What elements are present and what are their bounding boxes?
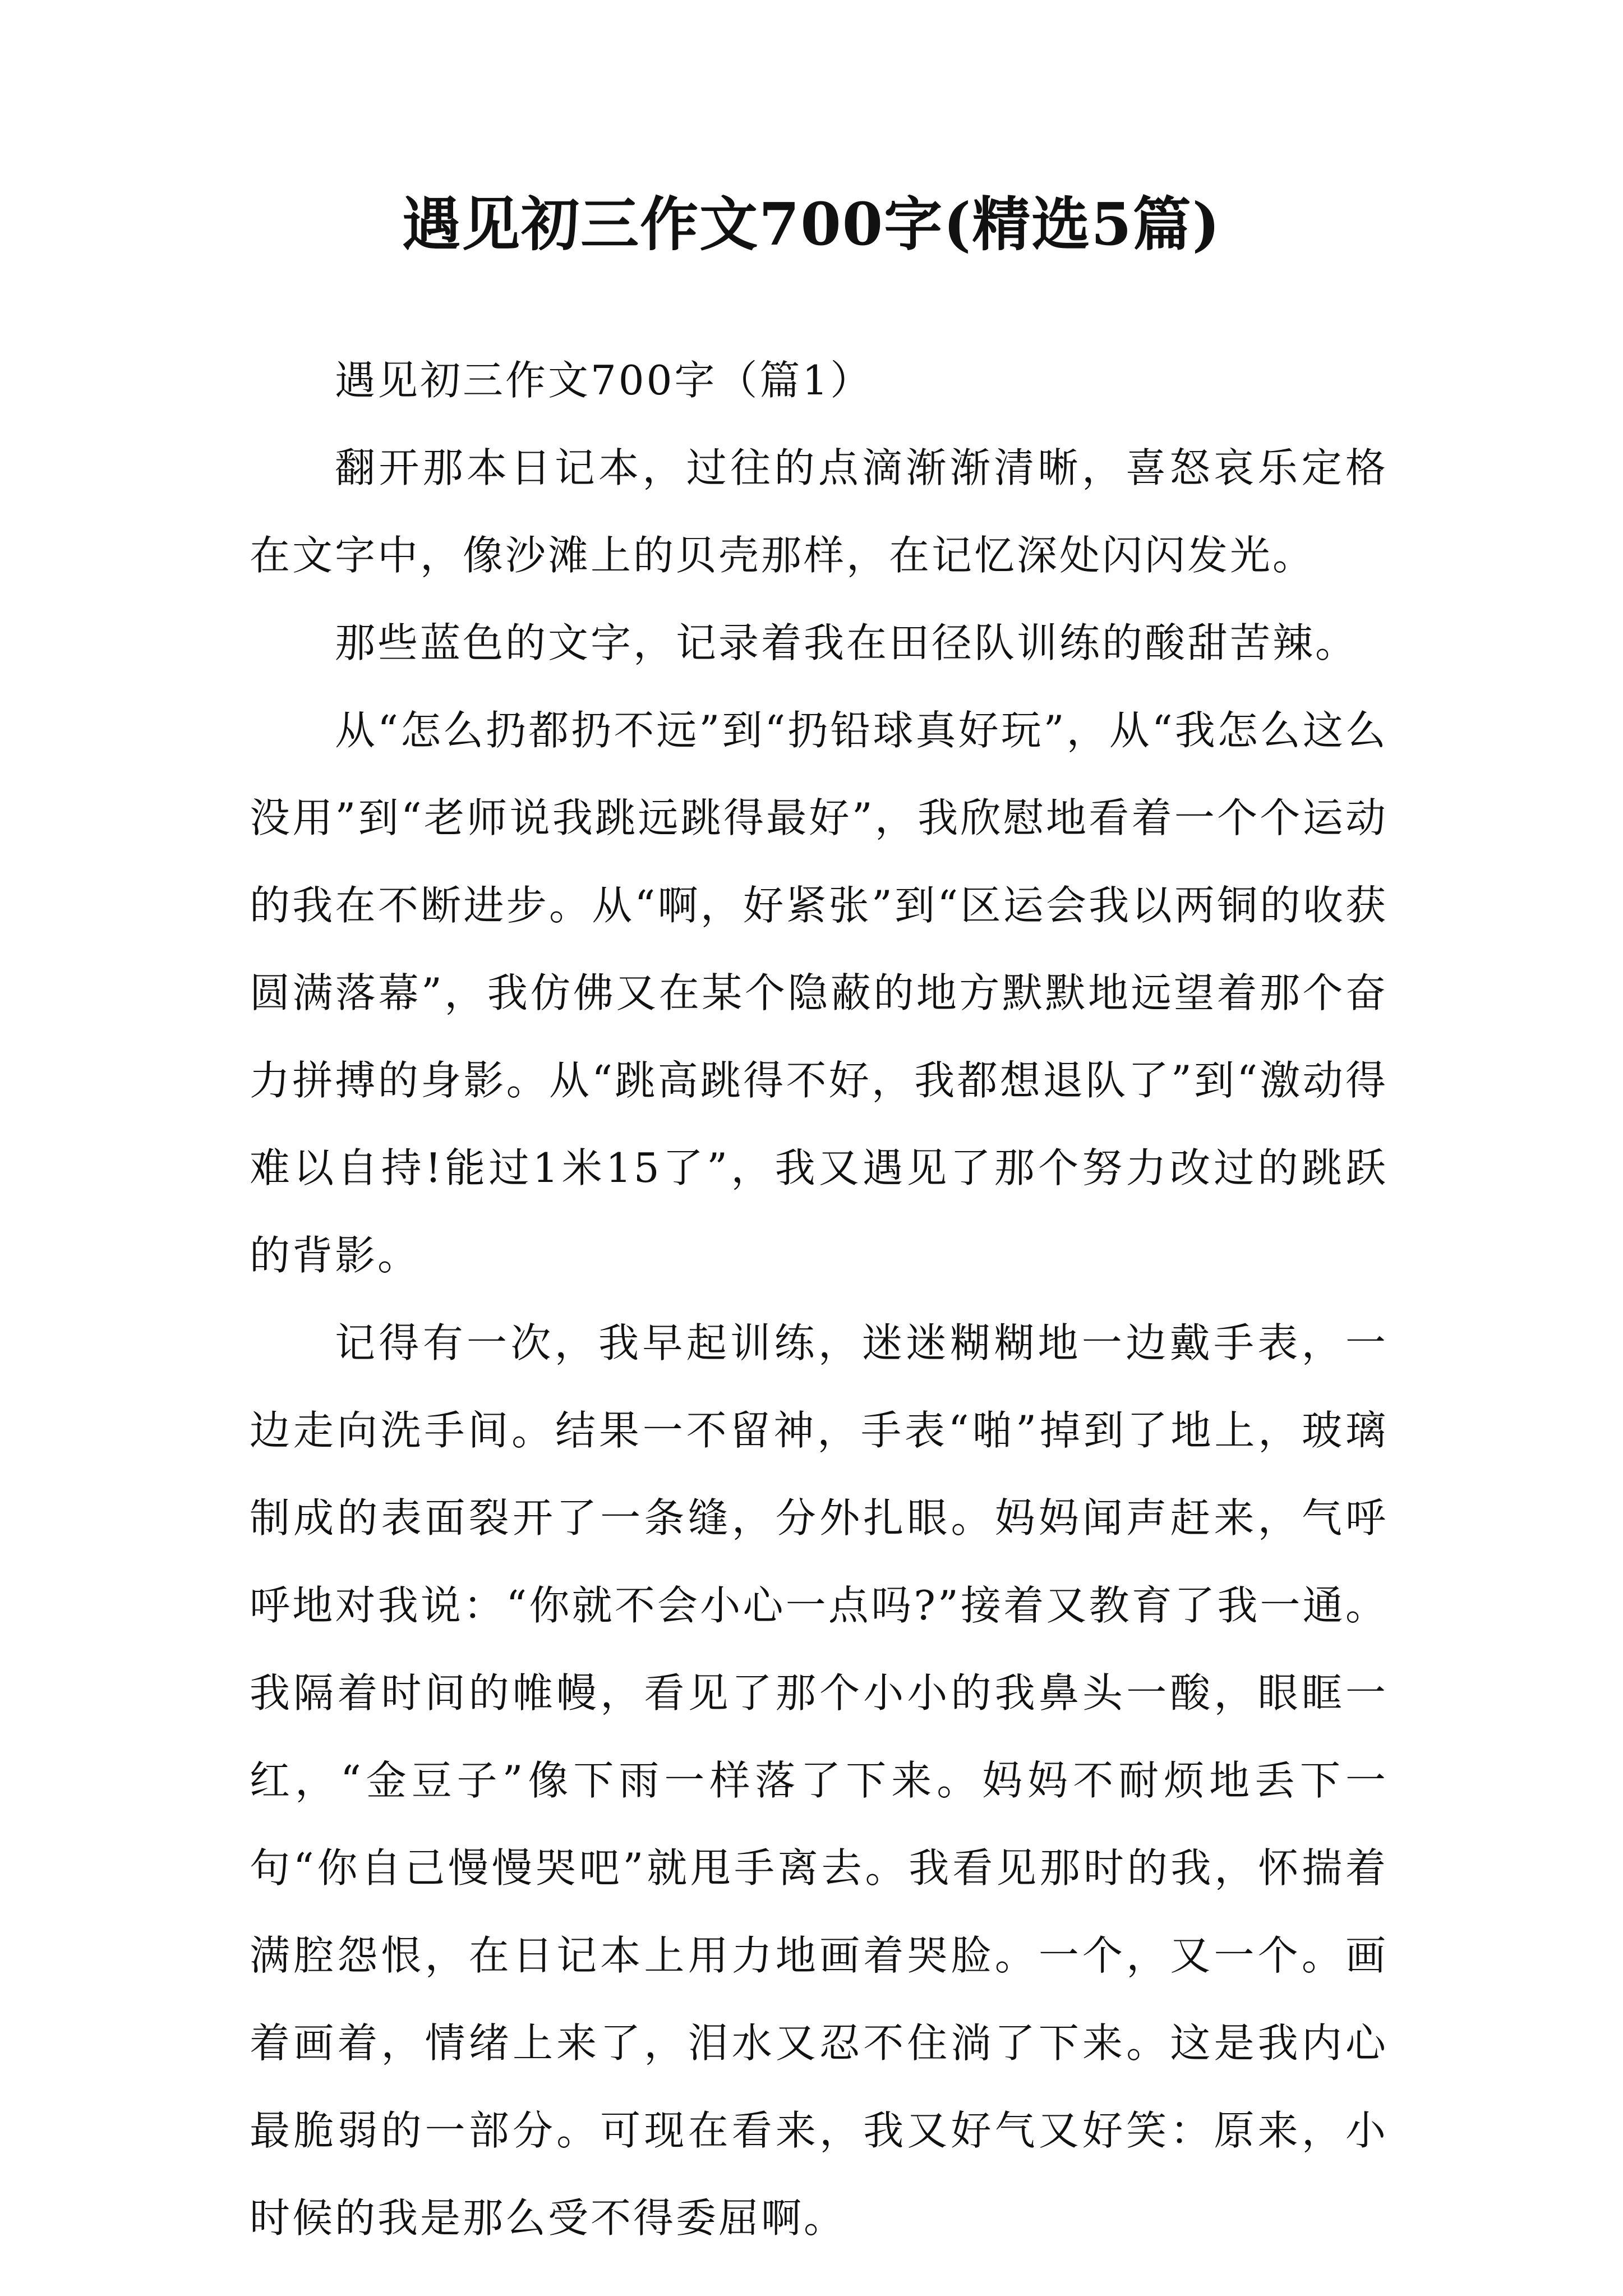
paragraph: 记得有一次，我早起训练，迷迷糊糊地一边戴手表，一边走向洗手间。结果一不留神，手表“啪”掉到了地上，玻璃制成的表面裂开了一条缝，分外扎眼。妈妈闻声赶来，气呼呼地对我说：“你就不会小心一点吗?”接着又教育了我一通。我隔着时间的帷幔，看见了那个小小的我鼻头一酸，眼眶一红，“金豆子”像下雨一样落了下来。妈妈不耐烦地丢下一句“你自己慢慢哭吧”就甩手离去。我看见那时的我，怀揣着满腔怨恨，在日记本上用力地画着哭脸。一个，又一个。画着画着，情绪上来了，泪水又忍不住淌了下来。这是我内心最脆弱的一部分。可现在看来，我又好气又好笑：原来，小时候的我是那么受不得委屈啊。 [250,1319,1388,2242]
document-title: 遇见初三作文700字(精选5篇) [402,190,1221,259]
article-body [250,337,1388,2262]
paragraph: 那些蓝色的文字，记录着我在田径队训练的酸甜苦辣。 [335,619,1358,666]
paragraph: 翻开那本日记本，过往的点滴渐渐清晰，喜怒哀乐定格在文字中，像沙滩上的贝壳那样，在记忆深处闪闪发光。 [250,444,1388,579]
paragraph: 从“怎么扔都扔不远”到“扔铅球真好玩”，从“我怎么这么没用”到“老师说我跳远跳得最好”，我欣慰地看着一个个运动的我在不断进步。从“啊，好紧张”到“区运会我以两铜的收获圆满落幕”，我仿佛又在某个隐蔽的地方默默地远望着那个奋力拼搏的身影。从“跳高跳得不好，我都想退队了”到“激动得难以自持!能过1米15了”，我又遇见了那个努力改过的跳跃的背影。 [250,707,1388,1279]
section-heading: 遇见初三作文700字（篇1） [335,357,873,404]
